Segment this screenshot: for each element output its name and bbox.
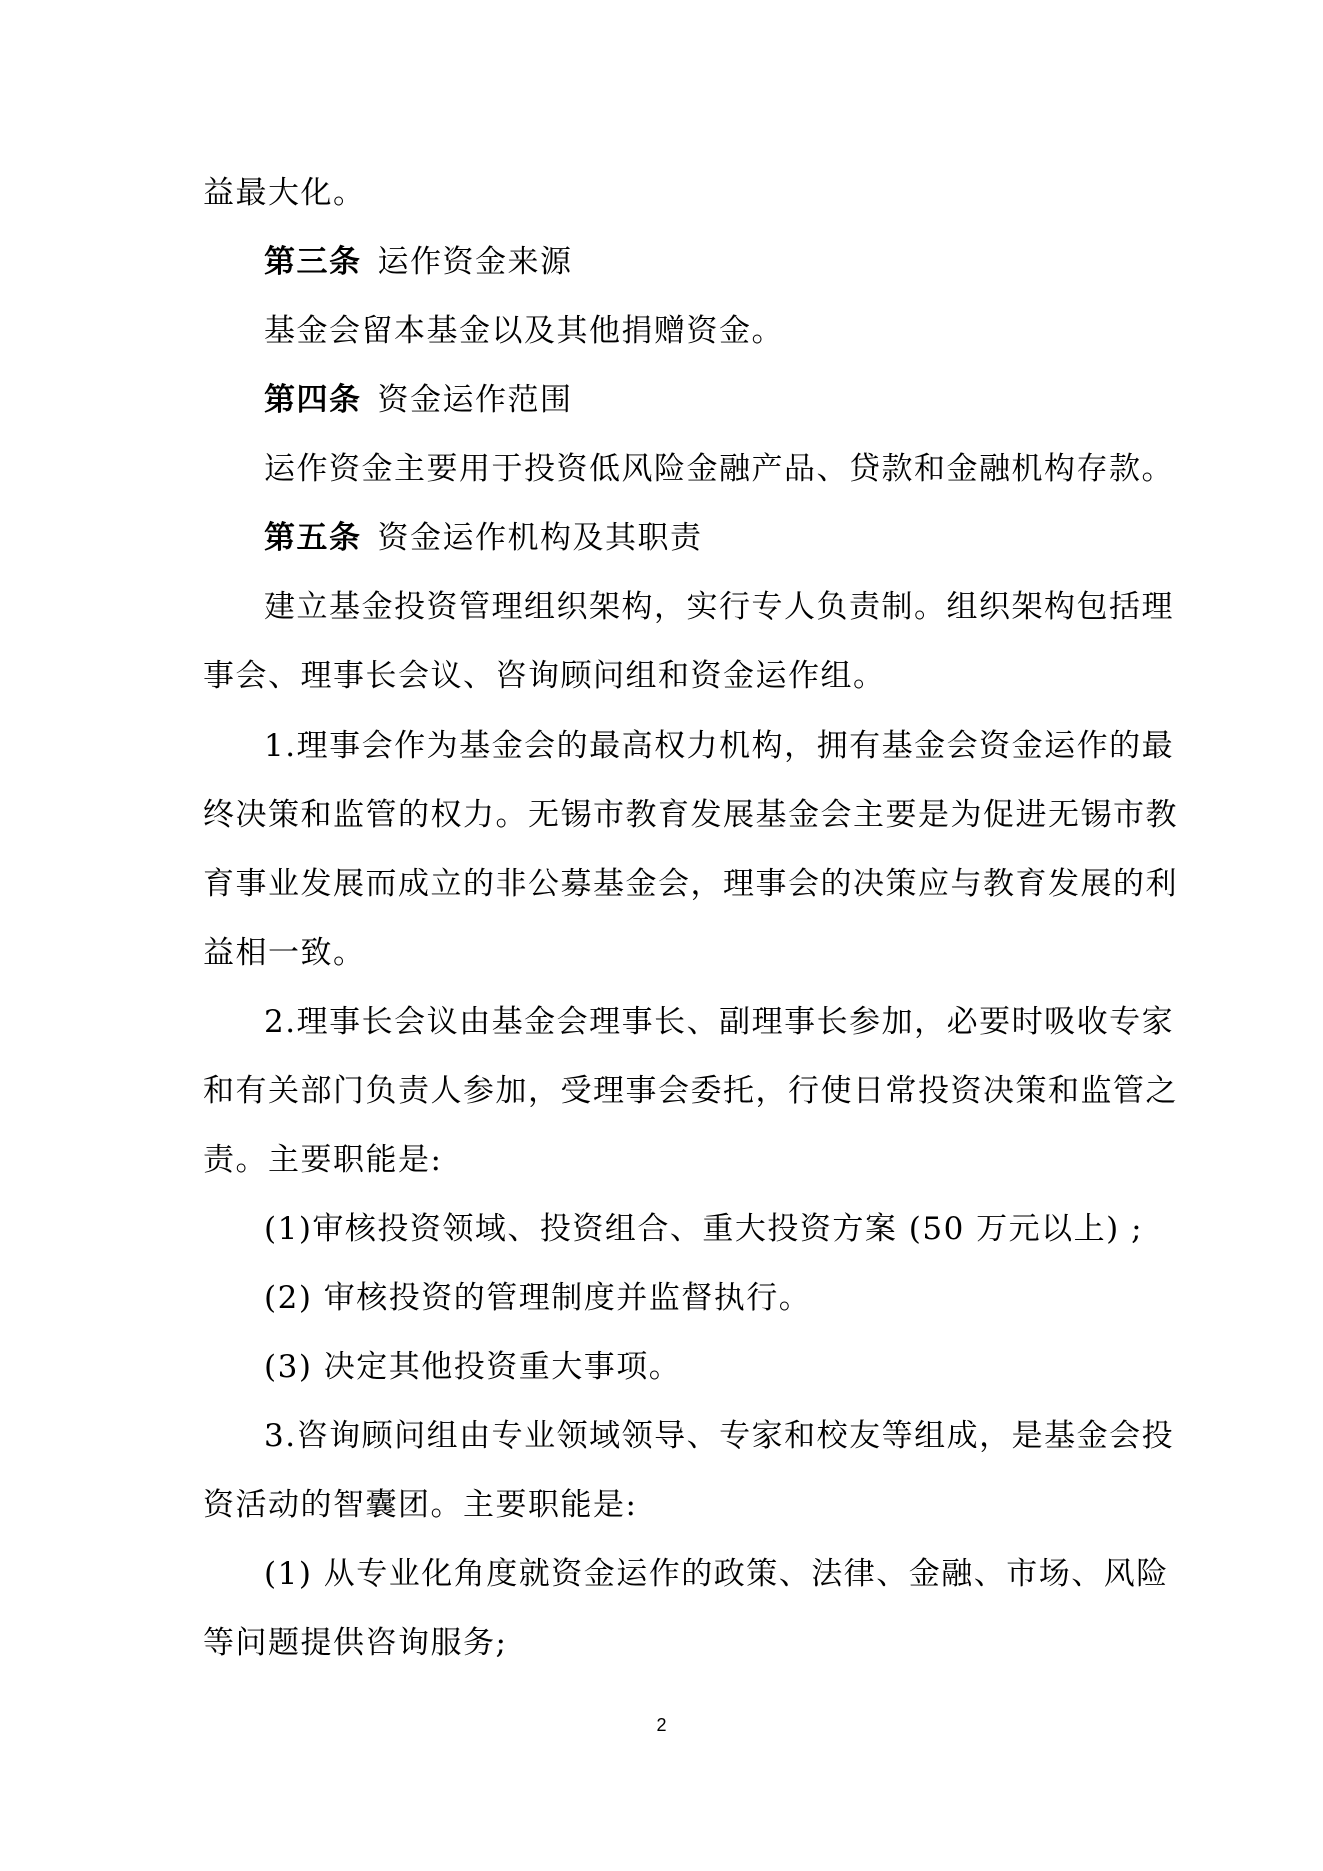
text-line: 基金会留本基金以及其他捐赠资金。: [264, 313, 784, 349]
text-line: 等问题提供咨询服务;: [203, 1625, 508, 1661]
text-line: 资活动的智囊团。主要职能是:: [203, 1487, 638, 1523]
article-title: 运作资金来源: [377, 244, 573, 280]
text-line: (1)审核投资领域、投资组合、重大投资方案 (50 万元以上) ;: [264, 1211, 1144, 1247]
article-heading: [264, 380, 573, 420]
text-line: 育事业发展而成立的非公募基金会，理事会的决策应与教育发展的利: [203, 866, 1178, 902]
text-line: (3) 决定其他投资重大事项。: [264, 1349, 682, 1385]
text-line: 和有关部门负责人参加，受理事会委托，行使日常投资决策和监管之: [203, 1073, 1178, 1109]
text-line: 益最大化。: [203, 175, 366, 211]
text-line: 1.理事会作为基金会的最高权力机构，拥有基金会资金运作的最: [264, 728, 1175, 764]
text-line: 建立基金投资管理组织架构，实行专人负责制。组织架构包括理: [264, 589, 1174, 625]
article-heading: [264, 242, 573, 282]
text-line: 2.理事长会议由基金会理事长、副理事长参加，必要时吸收专家: [264, 1004, 1175, 1040]
text-line: 终决策和监管的权力。无锡市教育发展基金会主要是为促进无锡市教: [203, 797, 1178, 833]
article-heading: [264, 518, 703, 558]
article-label: 第五条: [264, 520, 362, 556]
page-number: 2: [656, 1715, 667, 1735]
article-title: 资金运作范围: [377, 382, 573, 418]
text-line: 运作资金主要用于投资低风险金融产品、贷款和金融机构存款。: [264, 451, 1174, 487]
text-line: (1) 从专业化角度就资金运作的政策、法律、金融、市场、风险: [264, 1556, 1169, 1592]
article-label: 第三条: [264, 244, 362, 280]
article-label: 第四条: [264, 382, 362, 418]
text-line: 责。主要职能是:: [203, 1142, 443, 1178]
text-line: (2) 审核投资的管理制度并监督执行。: [264, 1280, 812, 1316]
text-line: 3.咨询顾问组由专业领域领导、专家和校友等组成，是基金会投: [264, 1418, 1175, 1454]
text-line: 益相一致。: [203, 935, 366, 971]
article-title: 资金运作机构及其职责: [377, 520, 703, 556]
text-line: 事会、理事长会议、咨询顾问组和资金运作组。: [203, 658, 886, 694]
